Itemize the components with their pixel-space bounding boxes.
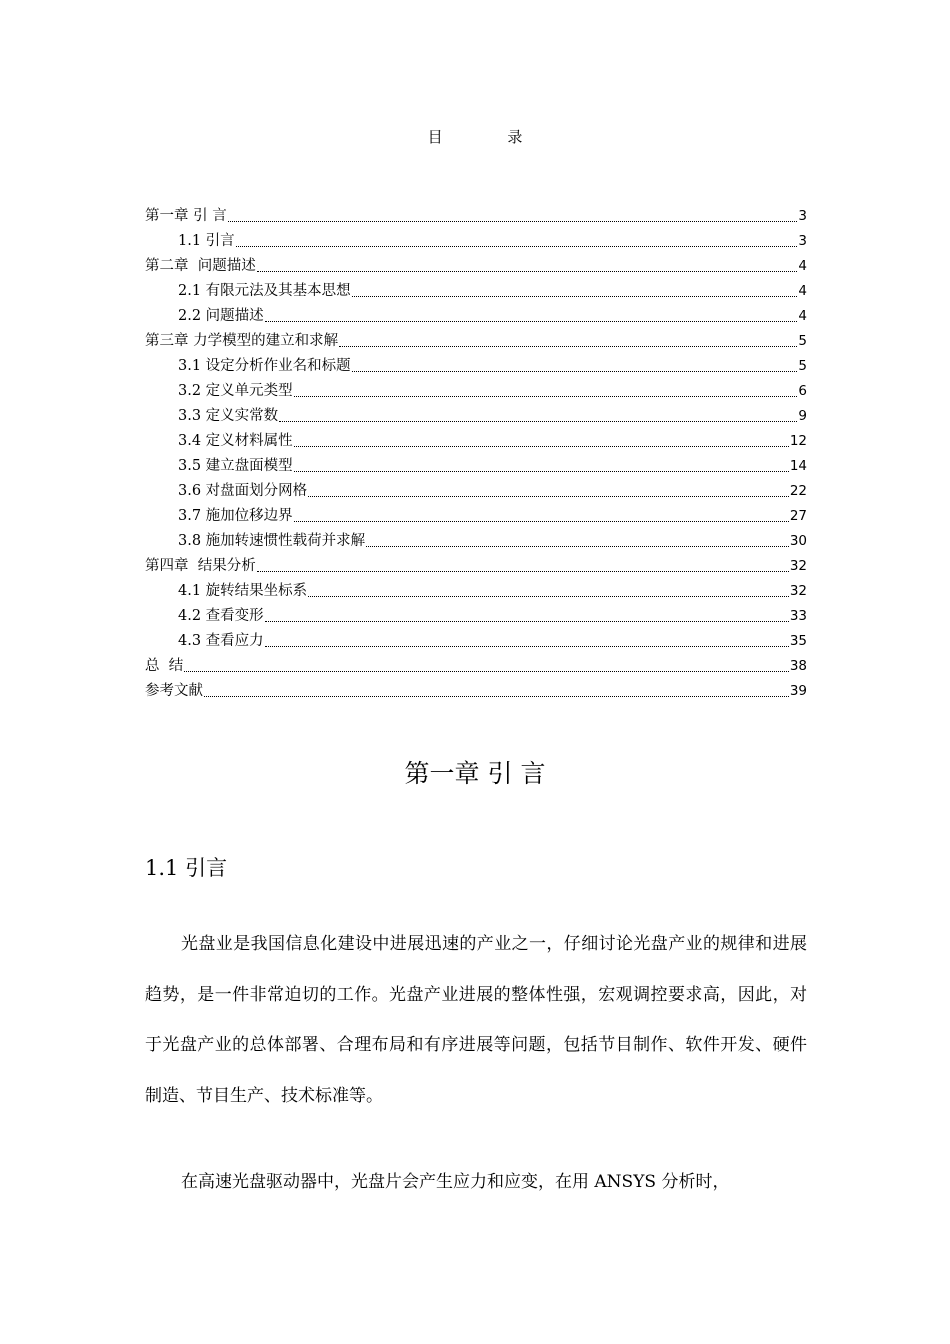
toc-entry[interactable] bbox=[145, 326, 807, 351]
toc-entry[interactable] bbox=[145, 451, 807, 476]
toc-entry[interactable] bbox=[145, 526, 807, 551]
toc-entry-label: 3.4 定义材料属性 bbox=[178, 433, 293, 449]
toc-entry-label: 第三章 力学模型的建立和求解 bbox=[145, 333, 339, 349]
toc-dot-leader bbox=[294, 521, 789, 522]
toc-entry-page-number: 32 bbox=[789, 558, 807, 574]
toc-entry-label: 3.6 对盘面划分网格 bbox=[178, 483, 308, 499]
toc-dot-leader bbox=[352, 371, 798, 372]
toc-entry-label: 4.2 查看变形 bbox=[178, 608, 264, 624]
toc-entry-page-number: 9 bbox=[798, 408, 807, 424]
toc-entry[interactable] bbox=[145, 651, 807, 676]
toc-entry[interactable] bbox=[145, 201, 807, 226]
toc-entry-label: 3.5 建立盘面模型 bbox=[178, 458, 293, 474]
toc-dot-leader bbox=[366, 546, 789, 547]
toc-entry[interactable] bbox=[145, 351, 807, 376]
toc-entry-label: 3.1 设定分析作业名和标题 bbox=[178, 358, 351, 374]
toc-entry-page-number: 39 bbox=[789, 683, 807, 699]
toc-entry-label: 第四章 结果分析 bbox=[145, 558, 256, 574]
toc-dot-leader bbox=[236, 246, 798, 247]
toc-dot-leader bbox=[184, 671, 789, 672]
toc-entry[interactable] bbox=[145, 376, 807, 401]
toc-entry-page-number: 6 bbox=[798, 383, 807, 399]
toc-entry-page-number: 27 bbox=[789, 508, 807, 524]
toc-dot-leader bbox=[265, 646, 789, 647]
toc-entry[interactable] bbox=[145, 576, 807, 601]
toc-entry-label: 3.2 定义单元类型 bbox=[178, 383, 293, 399]
toc-entry-page-number: 4 bbox=[798, 308, 807, 324]
toc-dot-leader bbox=[228, 221, 798, 222]
toc-entry-page-number: 30 bbox=[789, 533, 807, 549]
toc-entry-label: 2.2 问题描述 bbox=[178, 308, 264, 324]
toc-dot-leader bbox=[294, 471, 789, 472]
toc-dot-leader bbox=[308, 596, 789, 597]
toc-entry-label: 2.1 有限元法及其基本思想 bbox=[178, 283, 351, 299]
toc-dot-leader bbox=[308, 496, 789, 497]
toc-entry[interactable] bbox=[145, 476, 807, 501]
toc-entry[interactable] bbox=[145, 226, 807, 251]
toc-entry-label: 1.1 引言 bbox=[178, 233, 235, 249]
toc-dot-leader bbox=[294, 396, 798, 397]
toc-dot-leader bbox=[257, 571, 789, 572]
toc-entry-page-number: 22 bbox=[789, 483, 807, 499]
toc-entry-page-number: 4 bbox=[798, 258, 807, 274]
toc-entry-label: 3.7 施加位移边界 bbox=[178, 508, 293, 524]
toc-entry-label: 3.8 施加转速惯性载荷并求解 bbox=[178, 533, 366, 549]
toc-entry-label: 第二章 问题描述 bbox=[145, 258, 256, 274]
body-paragraph: 在高速光盘驱动器中，光盘片会产生应力和应变，在用 ANSYS 分析时， bbox=[181, 1172, 730, 1192]
toc-dot-leader bbox=[265, 321, 798, 322]
toc-entry-page-number: 3 bbox=[798, 208, 807, 224]
toc-entry[interactable] bbox=[145, 676, 807, 701]
toc-dot-leader bbox=[257, 271, 798, 272]
toc-entry[interactable] bbox=[145, 276, 807, 301]
toc-entry[interactable] bbox=[145, 401, 807, 426]
toc-dot-leader bbox=[265, 621, 789, 622]
chapter-heading: 第一章 引 言 bbox=[404, 759, 546, 788]
toc-entry[interactable] bbox=[145, 301, 807, 326]
table-of-contents bbox=[145, 201, 807, 701]
toc-entry-label: 3.3 定义实常数 bbox=[178, 408, 279, 424]
toc-entry-page-number: 38 bbox=[789, 658, 807, 674]
toc-entry-label: 4.3 查看应力 bbox=[178, 633, 264, 649]
body-paragraph: 光盘业是我国信息化建设中进展迅速的产业之一，仔细讨论光盘产业的规律和进展趋势，是一件非常迫切的工作。光盘产业进展的整体性强，宏观调控要求高，因此，对于光盘产业的总体部署、合理布局和有序进展等问题，包括节目制作、软件开发、硬件制造、节目生产、技术标准等。 bbox=[145, 934, 807, 1106]
toc-dot-leader bbox=[204, 696, 789, 697]
toc-entry[interactable] bbox=[145, 426, 807, 451]
toc-entry-page-number: 12 bbox=[789, 433, 807, 449]
toc-entry-page-number: 5 bbox=[798, 358, 807, 374]
toc-entry-page-number: 3 bbox=[798, 233, 807, 249]
toc-entry-label: 第一章 引 言 bbox=[145, 208, 227, 224]
toc-entry-page-number: 4 bbox=[798, 283, 807, 299]
toc-entry-label: 4.1 旋转结果坐标系 bbox=[178, 583, 308, 599]
toc-entry-label: 参考文献 bbox=[145, 683, 203, 699]
toc-dot-leader bbox=[339, 346, 797, 347]
toc-entry[interactable] bbox=[145, 551, 807, 576]
toc-entry-page-number: 32 bbox=[789, 583, 807, 599]
toc-dot-leader bbox=[294, 446, 789, 447]
section-heading: 1.1 引言 bbox=[145, 856, 228, 880]
toc-entry[interactable] bbox=[145, 626, 807, 651]
toc-entry-label: 总 结 bbox=[145, 658, 184, 674]
toc-entry[interactable] bbox=[145, 251, 807, 276]
toc-title: 目 录 bbox=[427, 128, 553, 146]
toc-entry-page-number: 14 bbox=[789, 458, 807, 474]
toc-entry[interactable] bbox=[145, 601, 807, 626]
toc-entry-page-number: 5 bbox=[798, 333, 807, 349]
toc-entry-page-number: 33 bbox=[789, 608, 807, 624]
toc-dot-leader bbox=[279, 421, 797, 422]
toc-entry-page-number: 35 bbox=[789, 633, 807, 649]
toc-dot-leader bbox=[352, 296, 798, 297]
toc-entry[interactable] bbox=[145, 501, 807, 526]
